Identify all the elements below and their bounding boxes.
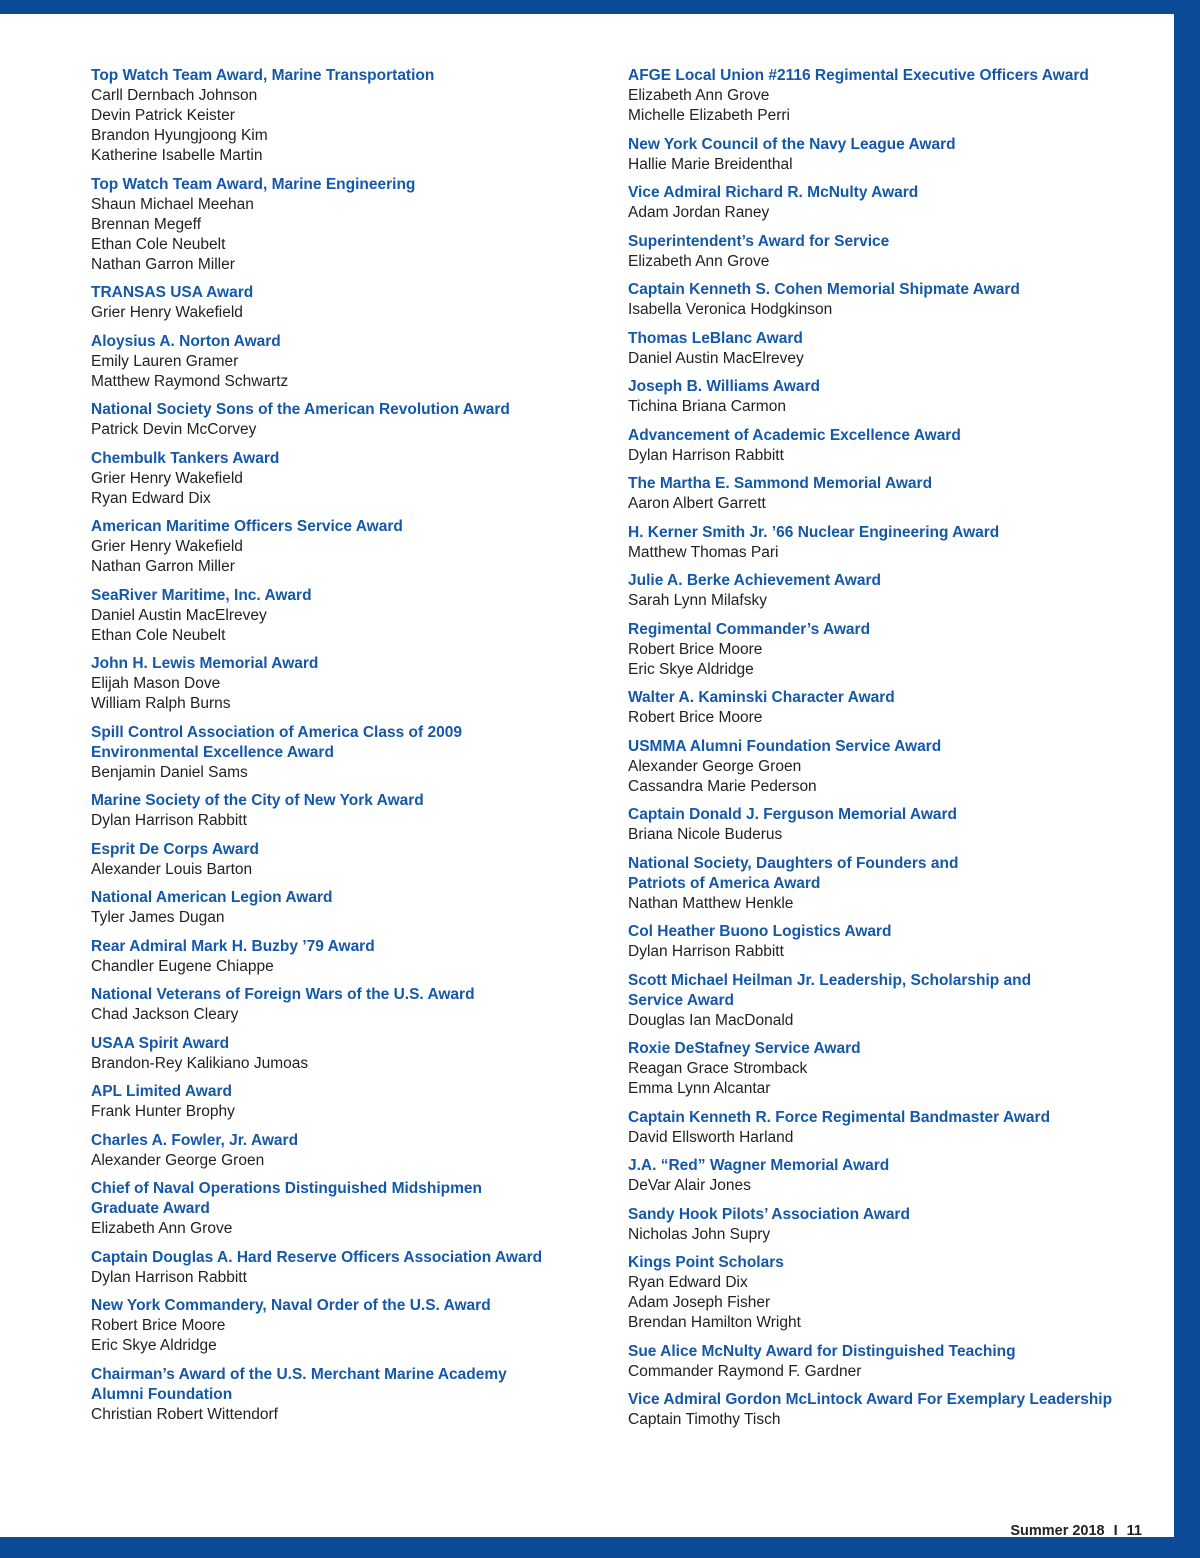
recipient-name: Tichina Briana Carmon bbox=[628, 398, 786, 415]
award-title: Thomas LeBlanc Award bbox=[628, 329, 803, 347]
award-entry bbox=[628, 329, 1148, 369]
award-entry bbox=[91, 791, 591, 831]
award-title: Julie A. Berke Achievement Award bbox=[628, 572, 881, 589]
recipient-name: David Ellsworth Harland bbox=[628, 1128, 794, 1146]
award-entry bbox=[628, 688, 1148, 728]
award-title: Sandy Hook Pilots’ Association Award bbox=[628, 1205, 910, 1223]
award-entry bbox=[628, 232, 1148, 272]
award-entry bbox=[91, 332, 591, 392]
recipient-name: Ethan Cole Neubelt bbox=[91, 235, 226, 253]
recipient-name: Dylan Harrison Rabbitt bbox=[91, 1268, 247, 1286]
recipient-name: Frank Hunter Brophy bbox=[91, 1103, 235, 1120]
award-title: Vice Admiral Gordon McLintock Award For Exemplary Leadership bbox=[628, 1391, 1113, 1408]
recipient-name: Matthew Raymond Schwartz bbox=[91, 372, 289, 390]
recipient-name: Aaron Albert Garrett bbox=[628, 495, 766, 512]
award-title: Sue Alice McNulty Award for Distinguished Teaching bbox=[628, 1342, 1016, 1360]
award-title: National American Legion Award bbox=[91, 889, 333, 906]
recipient-name: Robert Brice Moore bbox=[628, 709, 763, 726]
award-title: Col Heather Buono Logistics Award bbox=[628, 923, 892, 940]
recipient-name: Eric Skye Aldridge bbox=[628, 660, 754, 678]
recipient-name: Shaun Michael Meehan bbox=[91, 195, 254, 213]
recipient-name: Matthew Thomas Pari bbox=[628, 543, 779, 561]
recipient-name: Emily Lauren Gramer bbox=[91, 352, 239, 370]
award-title: Captain Donald J. Ferguson Memorial Award bbox=[628, 806, 957, 823]
award-entry bbox=[628, 426, 1148, 466]
recipient-name: Robert Brice Moore bbox=[628, 640, 763, 658]
award-title: Spill Control Association of America Class of 2009 Environmental Excellence Award bbox=[91, 723, 462, 761]
award-entry bbox=[91, 1248, 591, 1288]
award-title: Top Watch Team Award, Marine Transportation bbox=[91, 67, 435, 84]
recipient-name: Reagan Grace Stromback bbox=[628, 1060, 808, 1077]
recipient-name: Ethan Cole Neubelt bbox=[91, 626, 226, 644]
recipient-name: Douglas Ian MacDonald bbox=[628, 1011, 794, 1029]
recipient-name: Robert Brice Moore bbox=[91, 1317, 226, 1334]
award-entry bbox=[91, 840, 591, 880]
award-entry bbox=[91, 175, 591, 275]
award-title: Marine Society of the City of New York Award bbox=[91, 792, 424, 809]
recipient-name: Adam Joseph Fisher bbox=[628, 1294, 771, 1311]
award-title: Vice Admiral Richard R. McNulty Award bbox=[628, 184, 919, 201]
award-entry bbox=[91, 1179, 591, 1239]
recipient-name: Eric Skye Aldridge bbox=[91, 1337, 217, 1354]
award-title: National Veterans of Foreign Wars of the U.S. Award bbox=[91, 986, 475, 1003]
footer-separator: I bbox=[1113, 1523, 1118, 1539]
award-entry bbox=[628, 620, 1148, 680]
recipient-name: Chandler Eugene Chiappe bbox=[91, 957, 274, 975]
recipient-name: Cassandra Marie Pederson bbox=[628, 777, 817, 795]
award-title: Top Watch Team Award, Marine Engineering bbox=[91, 175, 416, 193]
recipient-name: Adam Jordan Raney bbox=[628, 204, 770, 221]
award-entry bbox=[628, 1108, 1148, 1148]
award-title: Chairman’s Award of the U.S. Merchant Marine Academy Alumni Foundation bbox=[91, 1365, 507, 1403]
recipient-name: Nicholas John Supry bbox=[628, 1225, 771, 1243]
award-entry bbox=[628, 66, 1148, 126]
recipient-name: Grier Henry Wakefield bbox=[91, 304, 243, 321]
bottom-border bbox=[0, 1537, 1200, 1558]
award-entry bbox=[91, 66, 591, 166]
recipient-name: Patrick Devin McCorvey bbox=[91, 421, 257, 438]
award-entry bbox=[628, 922, 1148, 962]
recipient-name: Daniel Austin MacElrevey bbox=[628, 349, 804, 367]
award-entry bbox=[628, 854, 1148, 914]
award-entry bbox=[628, 1342, 1148, 1382]
left-column bbox=[91, 66, 591, 1433]
recipient-name: Hallie Marie Breidenthal bbox=[628, 155, 793, 173]
recipient-name: Briana Nicole Buderus bbox=[628, 826, 783, 843]
award-title: Advancement of Academic Excellence Award bbox=[628, 426, 961, 444]
recipient-name: Grier Henry Wakefield bbox=[91, 469, 243, 487]
award-title: Esprit De Corps Award bbox=[91, 840, 259, 858]
recipient-name: William Ralph Burns bbox=[91, 695, 231, 712]
award-title: New York Commandery, Naval Order of the U.S. Award bbox=[91, 1297, 491, 1314]
award-entry bbox=[628, 1390, 1148, 1430]
recipient-name: Ryan Edward Dix bbox=[628, 1274, 748, 1291]
recipient-name: Katherine Isabelle Martin bbox=[91, 147, 263, 164]
award-title: Joseph B. Williams Award bbox=[628, 378, 820, 395]
award-entry bbox=[628, 280, 1148, 320]
recipient-name: Devin Patrick Keister bbox=[91, 107, 235, 124]
recipient-name: Elizabeth Ann Grove bbox=[628, 252, 770, 270]
award-title: American Maritime Officers Service Award bbox=[91, 518, 403, 535]
recipient-name: Elizabeth Ann Grove bbox=[91, 1220, 233, 1237]
award-entry bbox=[628, 474, 1148, 514]
award-entry bbox=[91, 449, 591, 509]
award-title: Chief of Naval Operations Distinguished Midshipmen Graduate Award bbox=[91, 1180, 482, 1217]
award-entry bbox=[628, 377, 1148, 417]
award-entry bbox=[628, 571, 1148, 611]
award-title: Superintendent’s Award for Service bbox=[628, 232, 890, 250]
recipient-name: Chad Jackson Cleary bbox=[91, 1006, 239, 1023]
award-entry bbox=[91, 283, 591, 323]
award-entry bbox=[628, 135, 1148, 175]
recipient-name: Benjamin Daniel Sams bbox=[91, 763, 248, 781]
recipient-name: Alexander George Groen bbox=[628, 757, 802, 775]
recipient-name: Christian Robert Wittendorf bbox=[91, 1405, 278, 1423]
award-title: New York Council of the Navy League Award bbox=[628, 135, 956, 153]
award-title: H. Kerner Smith Jr. ’66 Nuclear Engineering Award bbox=[628, 523, 1000, 541]
award-title: Walter A. Kaminski Character Award bbox=[628, 689, 895, 706]
recipient-name: Brennan Megeff bbox=[91, 215, 202, 233]
recipient-name: Carll Dernbach Johnson bbox=[91, 87, 258, 104]
award-entry bbox=[628, 737, 1148, 797]
award-entry bbox=[628, 1039, 1148, 1099]
award-title: National Society, Daughters of Founders and Patriots of America Award bbox=[628, 854, 959, 892]
award-title: Regimental Commander’s Award bbox=[628, 620, 871, 638]
award-title: Scott Michael Heilman Jr. Leadership, Scholarship and Service Award bbox=[628, 971, 1032, 1009]
page-footer bbox=[1010, 1522, 1142, 1540]
award-entry bbox=[91, 1365, 591, 1425]
award-entry bbox=[628, 1156, 1148, 1196]
recipient-name: Dylan Harrison Rabbitt bbox=[628, 446, 784, 464]
recipient-name: Daniel Austin MacElrevey bbox=[91, 606, 267, 624]
award-entry bbox=[91, 517, 591, 577]
award-entry bbox=[628, 183, 1148, 223]
award-entry bbox=[628, 805, 1148, 845]
award-entry bbox=[91, 586, 591, 646]
recipient-name: Ryan Edward Dix bbox=[91, 489, 211, 507]
recipient-name: Brendan Hamilton Wright bbox=[628, 1314, 801, 1331]
award-entry bbox=[91, 1131, 591, 1171]
recipient-name: Nathan Matthew Henkle bbox=[628, 894, 794, 912]
award-entry bbox=[628, 971, 1148, 1031]
award-title: Captain Douglas A. Hard Reserve Officers Association Award bbox=[91, 1248, 543, 1266]
award-title: Rear Admiral Mark H. Buzby ’79 Award bbox=[91, 937, 375, 955]
issue-label: Summer 2018 bbox=[1010, 1523, 1105, 1539]
recipient-name: Michelle Elizabeth Perri bbox=[628, 107, 790, 124]
recipient-name: Emma Lynn Alcantar bbox=[628, 1080, 771, 1097]
recipient-name: Dylan Harrison Rabbitt bbox=[91, 812, 247, 829]
award-title: TRANSAS USA Award bbox=[91, 284, 254, 301]
right-border bbox=[1174, 0, 1200, 1558]
recipient-name: Tyler James Dugan bbox=[91, 909, 225, 926]
recipient-name: Nathan Garron Miller bbox=[91, 558, 235, 575]
recipient-name: Elijah Mason Dove bbox=[91, 675, 221, 692]
award-entry bbox=[91, 937, 591, 977]
award-title: The Martha E. Sammond Memorial Award bbox=[628, 475, 933, 492]
recipient-name: Brandon-Rey Kalikiano Jumoas bbox=[91, 1054, 309, 1072]
award-title: AFGE Local Union #2116 Regimental Executive Officers Award bbox=[628, 67, 1089, 84]
award-entry bbox=[91, 723, 591, 783]
recipient-name: Sarah Lynn Milafsky bbox=[628, 592, 767, 609]
award-title: John H. Lewis Memorial Award bbox=[91, 655, 319, 672]
award-title: SeaRiver Maritime, Inc. Award bbox=[91, 586, 312, 604]
award-title: Aloysius A. Norton Award bbox=[91, 332, 281, 350]
award-title: USAA Spirit Award bbox=[91, 1034, 230, 1052]
top-border bbox=[0, 0, 1200, 14]
recipient-name: Elizabeth Ann Grove bbox=[628, 87, 770, 104]
award-entry bbox=[91, 888, 591, 928]
recipient-name: Dylan Harrison Rabbitt bbox=[628, 943, 784, 960]
award-entry bbox=[91, 400, 591, 440]
recipient-name: DeVar Alair Jones bbox=[628, 1177, 751, 1194]
award-entry bbox=[628, 1205, 1148, 1245]
award-title: Kings Point Scholars bbox=[628, 1254, 784, 1271]
award-entry bbox=[91, 654, 591, 714]
award-entry bbox=[91, 985, 591, 1025]
award-entry bbox=[91, 1034, 591, 1074]
award-title: USMMA Alumni Foundation Service Award bbox=[628, 737, 942, 755]
recipient-name: Grier Henry Wakefield bbox=[91, 538, 243, 555]
award-title: J.A. “Red” Wagner Memorial Award bbox=[628, 1157, 890, 1174]
award-title: Captain Kenneth S. Cohen Memorial Shipmate Award bbox=[628, 281, 1020, 298]
recipient-name: Isabella Veronica Hodgkinson bbox=[628, 301, 833, 318]
award-title: Roxie DeStafney Service Award bbox=[628, 1040, 861, 1057]
award-title: Captain Kenneth R. Force Regimental Bandmaster Award bbox=[628, 1108, 1051, 1126]
recipient-name: Alexander Louis Barton bbox=[91, 860, 253, 878]
recipient-name: Captain Timothy Tisch bbox=[628, 1411, 781, 1428]
page-number: 11 bbox=[1126, 1523, 1142, 1539]
award-entry bbox=[91, 1296, 591, 1356]
award-entry bbox=[628, 1253, 1148, 1333]
award-title: Chembulk Tankers Award bbox=[91, 449, 280, 467]
right-column bbox=[628, 66, 1148, 1439]
recipient-name: Commander Raymond F. Gardner bbox=[628, 1362, 862, 1380]
award-title: National Society Sons of the American Revolution Award bbox=[91, 401, 510, 418]
recipient-name: Brandon Hyungjoong Kim bbox=[91, 127, 268, 144]
award-entry bbox=[628, 523, 1148, 563]
recipient-name: Alexander George Groen bbox=[91, 1151, 265, 1169]
award-title: Charles A. Fowler, Jr. Award bbox=[91, 1131, 299, 1149]
recipient-name: Nathan Garron Miller bbox=[91, 255, 235, 273]
award-entry bbox=[91, 1082, 591, 1122]
award-title: APL Limited Award bbox=[91, 1083, 232, 1100]
